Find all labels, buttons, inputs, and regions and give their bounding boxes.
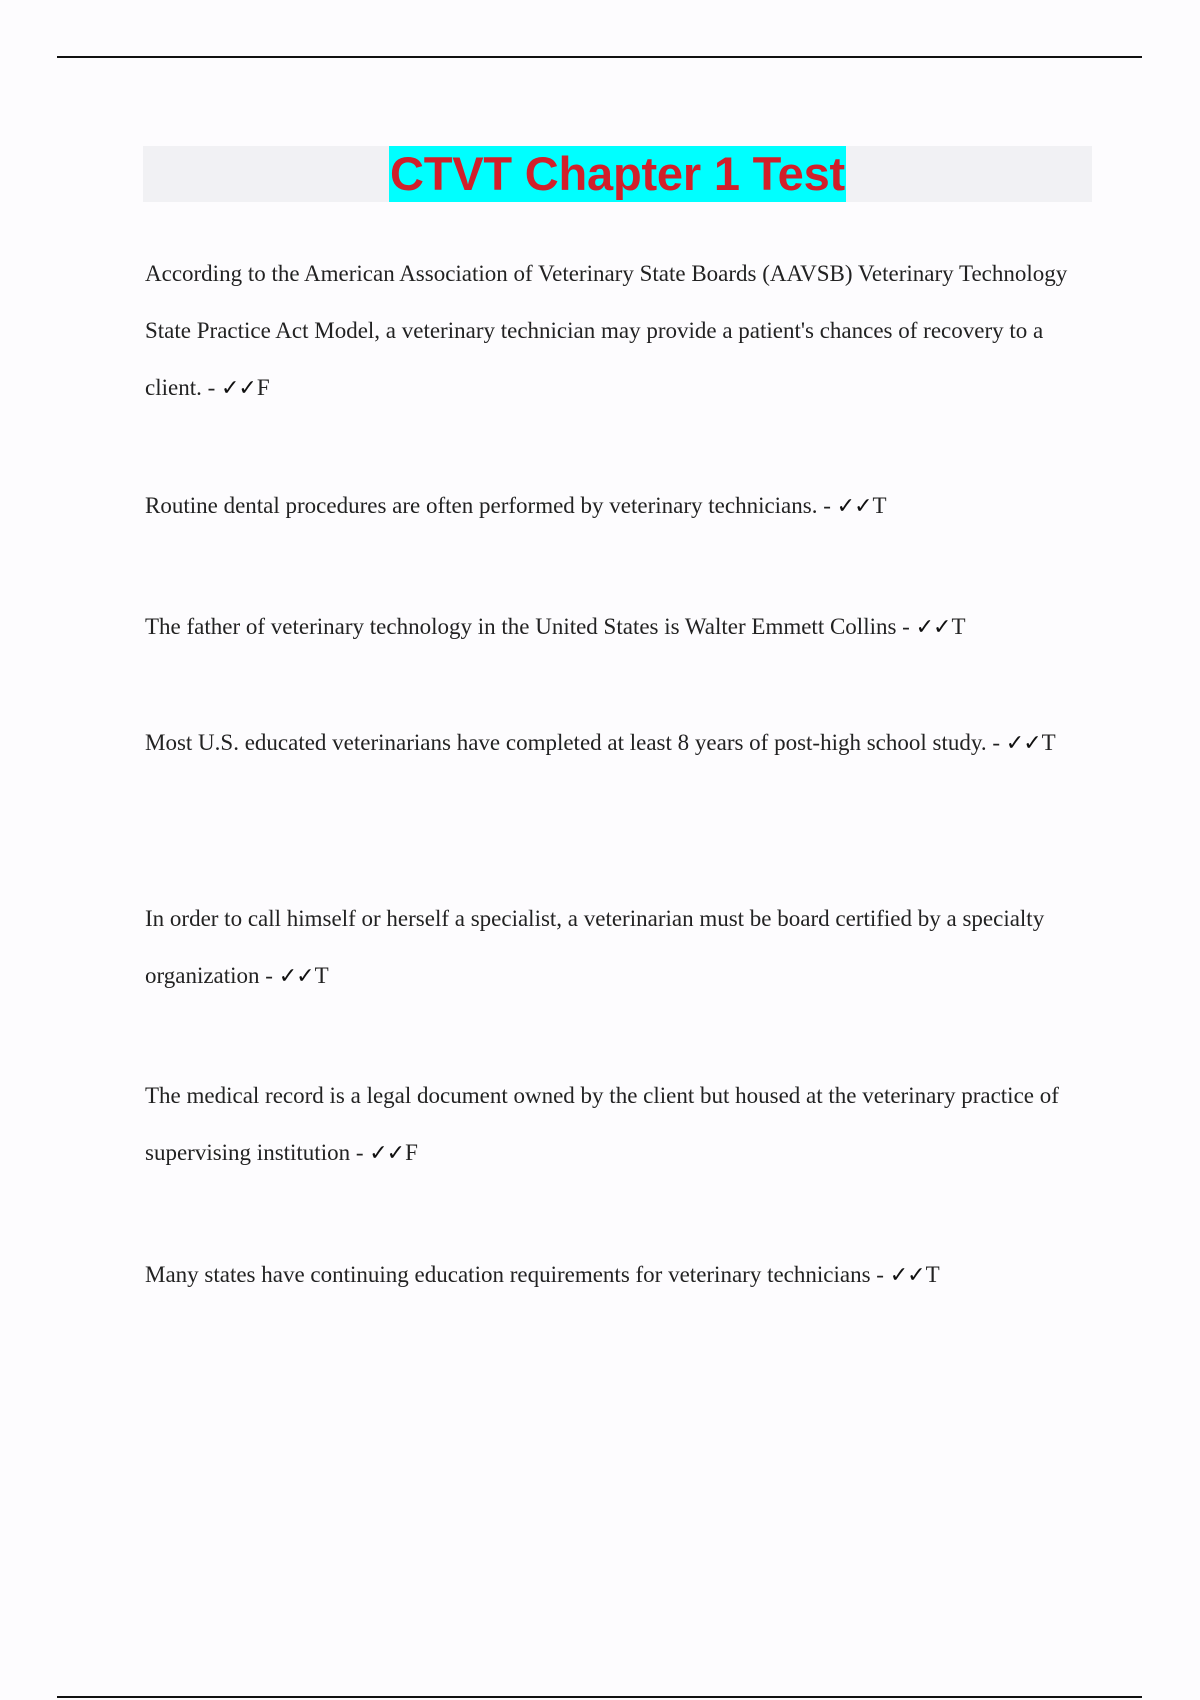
bottom-rule bbox=[57, 1696, 1142, 1698]
question-text: According to the American Association of Veterinary State Boards (AAVSB) Veterinary Technology State Practice Act Model, a veterinary technician may provide a patient's chances of recovery to a client. - bbox=[145, 261, 1068, 400]
question-6 bbox=[145, 1067, 1090, 1182]
answer-value: F bbox=[405, 1140, 418, 1165]
double-check-icon: ✓✓ bbox=[889, 1263, 925, 1288]
question-1 bbox=[145, 245, 1090, 417]
question-text: The father of veterinary technology in the United States is Walter Emmett Collins - bbox=[145, 614, 916, 639]
answer-value: T bbox=[925, 1262, 940, 1287]
double-check-icon: ✓✓ bbox=[915, 615, 951, 640]
question-text: Many states have continuing education requirements for veterinary technicians - bbox=[145, 1262, 890, 1287]
question-5 bbox=[145, 890, 1090, 1005]
question-text: In order to call himself or herself a specialist, a veterinarian must be board certified by a specialty organization - bbox=[145, 906, 1045, 988]
answer-value: T bbox=[1041, 730, 1056, 755]
double-check-icon: ✓✓ bbox=[1005, 731, 1041, 756]
answer-value: T bbox=[314, 963, 329, 988]
question-text: Routine dental procedures are often performed by veterinary technicians. - bbox=[145, 493, 837, 518]
question-text: The medical record is a legal document owned by the client but housed at the veterinary practice of supervising institution - bbox=[145, 1083, 1059, 1165]
document-title: CTVT Chapter 1 Test bbox=[390, 147, 845, 200]
question-4 bbox=[145, 714, 1090, 772]
top-rule bbox=[57, 56, 1142, 58]
question-7 bbox=[145, 1246, 1090, 1304]
question-text: Most U.S. educated veterinarians have completed at least 8 years of post-high school study. - bbox=[145, 730, 1006, 755]
answer-value: F bbox=[256, 375, 270, 400]
question-3 bbox=[145, 598, 1090, 656]
title-band bbox=[143, 146, 1092, 202]
double-check-icon: ✓✓ bbox=[369, 1141, 405, 1166]
double-check-icon: ✓✓ bbox=[221, 376, 256, 401]
answer-value: T bbox=[951, 614, 966, 639]
double-check-icon: ✓✓ bbox=[278, 964, 314, 989]
double-check-icon: ✓✓ bbox=[836, 494, 872, 519]
answer-value: T bbox=[872, 493, 887, 518]
question-2 bbox=[145, 477, 1090, 535]
